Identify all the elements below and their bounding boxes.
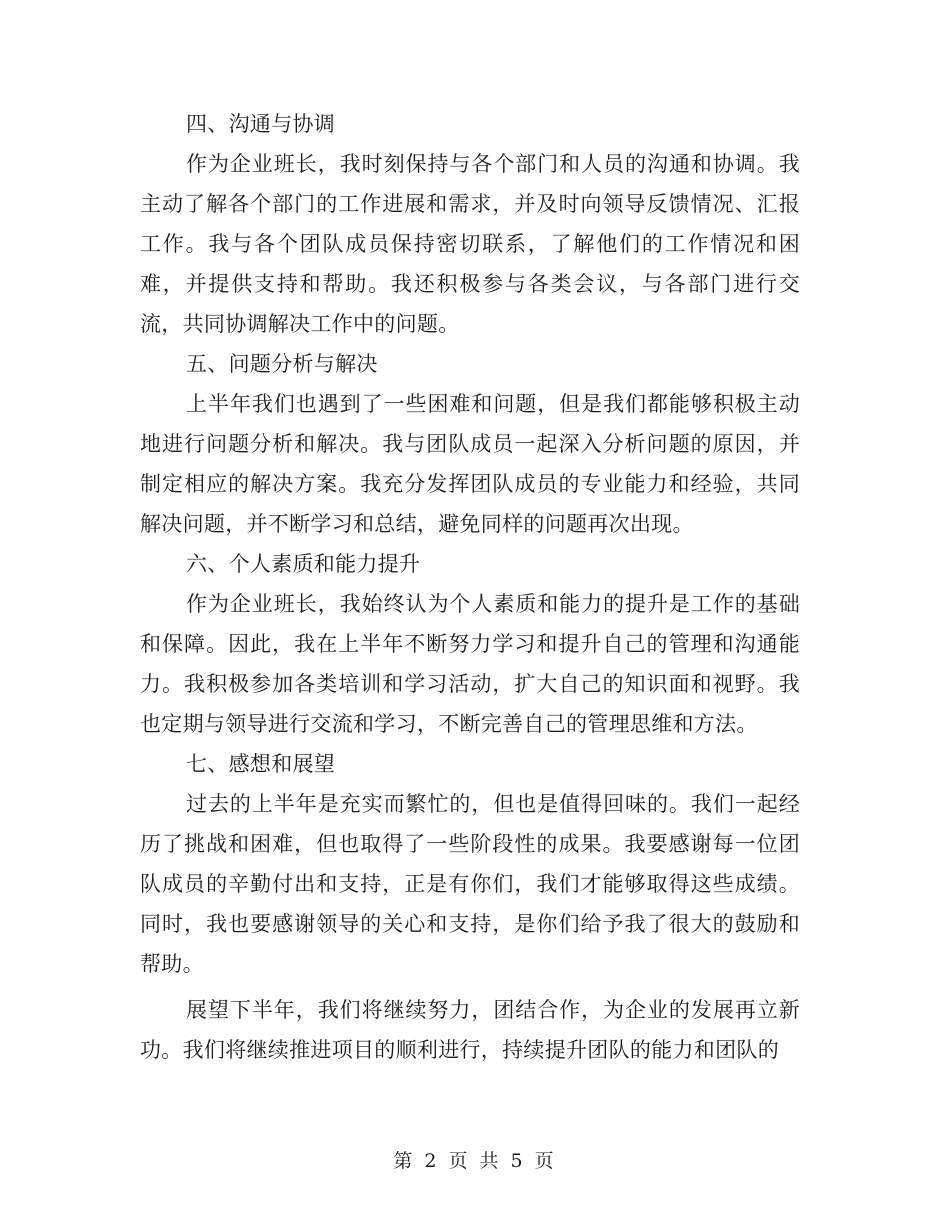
section-heading-personal-growth: 六、个人素质和能力提升	[186, 552, 421, 576]
paragraph-personal-growth: 作为企业班长，我始终认为个人素质和能力的提升是工作的基础和保障。因此，我在上半年不断努力学习和提升自己的管理和沟通能力。我积极参加各类培训和学习活动，扩大自己的知识面和视野。我也定期与领导进行交流和学习，不断完善自己的管理思维和方法。	[140, 592, 800, 736]
paragraph-reflections: 过去的上半年是充实而繁忙的，但也是值得回味的。我们一起经历了挑战和困难，但也取得了一些阶段性的成果。我要感谢每一位团队成员的辛勤付出和支持，正是有你们，我们才能够取得这些成绩。同时，我也要感谢领导的关心和支持，是你们给予我了很大的鼓励和帮助。	[140, 792, 800, 976]
paragraph-outlook: 展望下半年，我们将继续努力，团结合作，为企业的发展再立新功。我们将继续推进项目的顺利进行，持续提升团队的能力和团队的	[140, 998, 800, 1062]
paragraph-communication: 作为企业班长，我时刻保持与各个部门和人员的沟通和协调。我主动了解各个部门的工作进展和需求，并及时向领导反馈情况、汇报工作。我与各个团队成员保持密切联系，了解他们的工作情况和困难，并提供支持和帮助。我还积极参与各类会议，与各部门进行交流，共同协调解决工作中的问题。	[140, 152, 800, 336]
document-body	[140, 104, 800, 1070]
section-heading-communication: 四、沟通与协调	[186, 112, 336, 136]
page-number-footer: 第 2 页 共 5 页	[393, 1150, 557, 1172]
section-heading-reflections: 七、感想和展望	[186, 752, 336, 776]
paragraph-problem-solving: 上半年我们也遇到了一些困难和问题，但是我们都能够积极主动地进行问题分析和解决。我与团队成员一起深入分析问题的原因，并制定相应的解决方案。我充分发挥团队成员的专业能力和经验，共同解决问题，并不断学习和总结，避免同样的问题再次出现。	[140, 392, 800, 536]
section-heading-problem-solving: 五、问题分析与解决	[186, 352, 378, 376]
